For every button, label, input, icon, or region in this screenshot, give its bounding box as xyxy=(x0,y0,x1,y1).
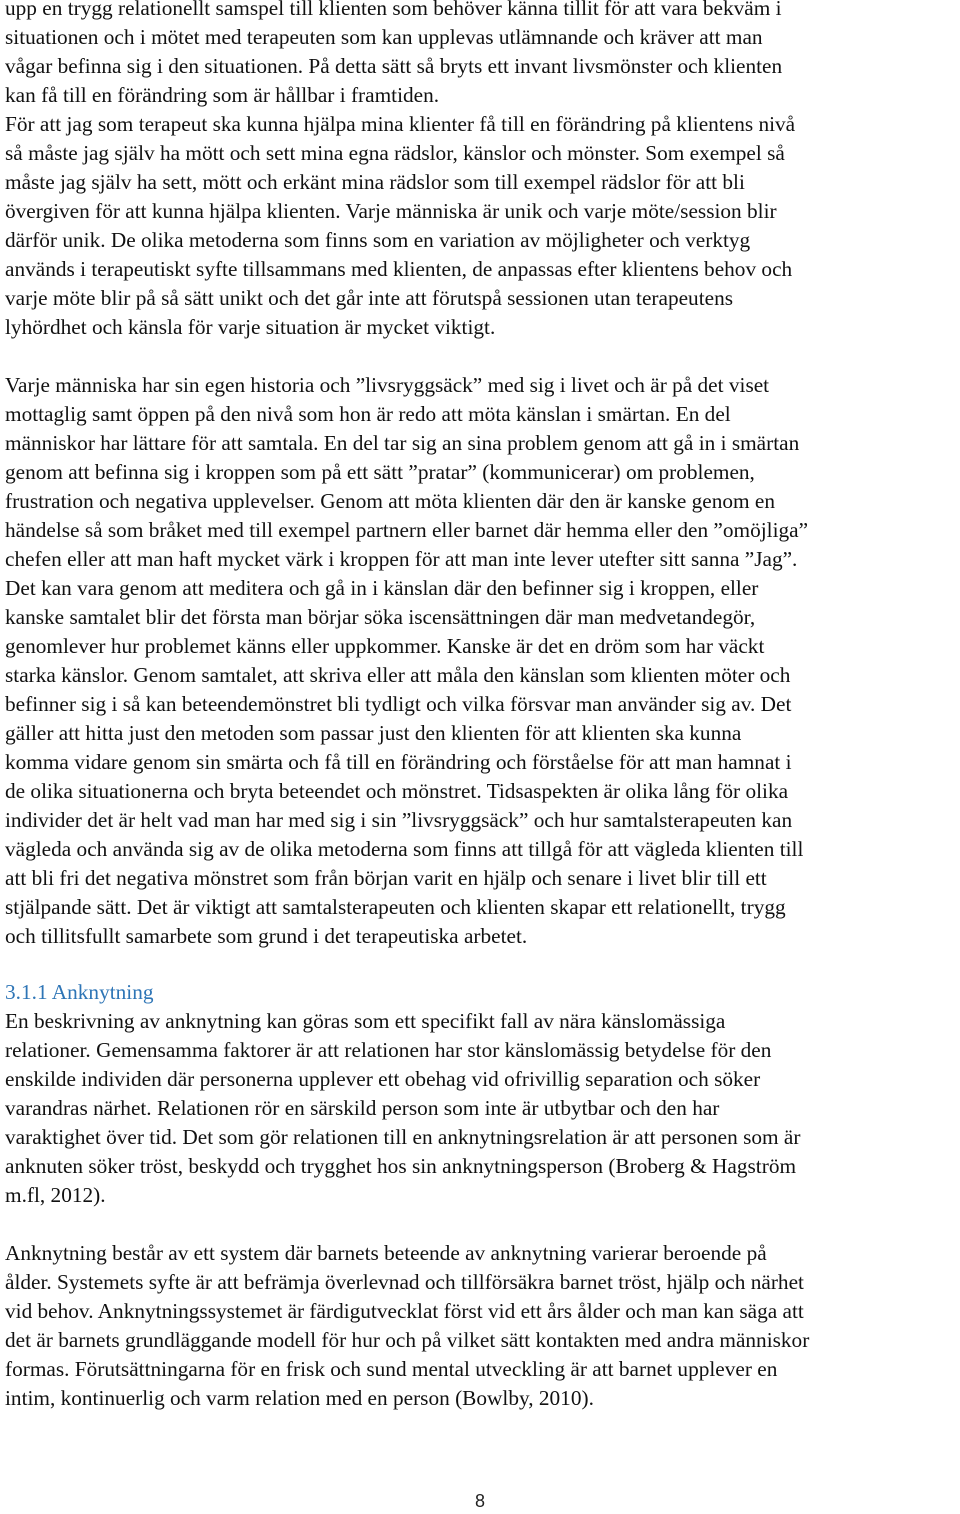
text-line: de olika situationerna och bryta beteendet och mönstret. Tidsaspekten är olika lång för olika xyxy=(5,779,789,803)
document-page xyxy=(5,0,955,1413)
text-line: gäller att hitta just den metoden som passar just den klienten för att klienten ska kunna xyxy=(5,721,742,745)
text-line: stjälpande sätt. Det är viktigt att samtalsterapeuten och klienten skapar ett relationellt, trygg xyxy=(5,895,786,919)
text-line: Det kan vara genom att meditera och gå in i känslan där den befinner sig i kroppen, eller xyxy=(5,576,759,600)
text-line: så måste jag själv ha mött och sett mina egna rädslor, känslor och mönster. Som exempel så xyxy=(5,141,785,165)
text-line: det är barnets grundläggande modell för hur och på vilket sätt kontakten med andra människor xyxy=(5,1328,810,1352)
paragraph-attachment-system xyxy=(5,1239,955,1413)
text-line: varje möte blir på så sätt unikt och det går inte att förutspå sessionen utan terapeutens xyxy=(5,286,734,310)
text-line: Anknytning består av ett system där barnets beteende av anknytning varierar beroende på xyxy=(5,1241,767,1265)
paragraph-life-history xyxy=(5,371,955,951)
text-line: genom att befinna sig i kroppen som på ett sätt ”pratar” (kommunicerar) om problemen, xyxy=(5,460,755,484)
text-line: att bli fri det negativa mönstret som från början varit en hjälp och senare i livet blir till ett xyxy=(5,866,767,890)
text-line: ålder. Systemets syfte är att befrämja överlevnad och tillförsäkra barnet tröst, hjälp och närhet xyxy=(5,1270,804,1294)
page-number: 8 xyxy=(474,1491,485,1511)
text-line: varandras närhet. Relationen rör en särskild person som inte är utbytbar och den har xyxy=(5,1096,720,1120)
text-line: situationen och i mötet med terapeuten som kan upplevas utlämnande och kräver att man xyxy=(5,25,763,49)
text-line: används i terapeutiskt syfte tillsammans med klienten, de anpassas efter klientens behov och xyxy=(5,257,793,281)
text-line: övergiven för att kunna hjälpa klienten. Varje människa är unik och varje möte/session blir xyxy=(5,199,777,223)
text-line: För att jag som terapeut ska kunna hjälpa mina klienter få till en förändring på klientens nivå xyxy=(5,112,796,136)
text-line: m.fl, 2012). xyxy=(5,1183,106,1207)
text-line: intim, kontinuerlig och varm relation med en person (Bowlby, 2010). xyxy=(5,1386,594,1410)
text-line: individer det är helt vad man har med sig i sin ”livsryggsäck” och hur samtalsterapeuten kan xyxy=(5,808,793,832)
text-line: komma vidare genom sin smärta och få till en förändring och förståelse för att man hamnat i xyxy=(5,750,792,774)
text-line: starka känslor. Genom samtalet, att skriva eller att måla den känslan som klienten möter och xyxy=(5,663,791,687)
text-line: kan få till en förändring som är hållbar i framtiden. xyxy=(5,83,440,107)
text-line: befinner sig i så kan beteendemönstret bli tydligt och vilka försvar man använder sig av. Det xyxy=(5,692,792,716)
section-heading-anknytning: 3.1.1 Anknytning xyxy=(5,980,154,1004)
paragraph-therapy-relationship xyxy=(5,0,955,342)
text-line: och tillitsfullt samarbete som grund i det terapeutiska arbetet. xyxy=(5,924,528,948)
text-line: människor har lättare för att samtala. En del tar sig an sina problem genom att gå in i smärtan xyxy=(5,431,800,455)
text-line: mottaglig samt öppen på den nivå som hon är redo att möta känslan i smärtan. En del xyxy=(5,402,731,426)
text-line: upp en trygg relationellt samspel till klienten som behöver känna tillit för att vara bekväm i xyxy=(5,0,782,20)
text-line: vägleda och använda sig av de olika metoderna som finns att tillgå för att vägleda klienten till xyxy=(5,837,804,861)
text-line: formas. Förutsättningarna för en frisk och sund mental utveckling är att barnet upplever en xyxy=(5,1357,778,1381)
text-line: vid behov. Anknytningssystemet är färdigutvecklat först vid ett års ålder och man kan säga att xyxy=(5,1299,804,1323)
text-line: relationer. Gemensamma faktorer är att relationen har stor känslomässig betydelse för den xyxy=(5,1038,772,1062)
text-line: anknuten söker tröst, beskydd och trygghet hos sin anknytningsperson (Broberg & Hagström xyxy=(5,1154,797,1178)
text-line: kanske samtalet blir det första man börjar söka iscensättningen där man medvetandegör, xyxy=(5,605,756,629)
text-line: vågar befinna sig i den situationen. På detta sätt så bryts ett invant livsmönster och klienten xyxy=(5,54,783,78)
text-line: måste jag själv ha sett, mött och erkänt mina rädslor som till exempel rädslor för att bli xyxy=(5,170,745,194)
text-line: enskilde individen där personerna upplever ett obehag vid ofrivillig separation och söker xyxy=(5,1067,761,1091)
paragraph-attachment-definition xyxy=(5,1007,955,1210)
text-line: varaktighet över tid. Det som gör relationen till en anknytningsrelation är att personen som är xyxy=(5,1125,801,1149)
text-line: chefen eller att man haft mycket värk i kroppen för att man inte lever utefter sitt sanna ”Jag”. xyxy=(5,547,798,571)
text-line: genomlever hur problemet känns eller uppkommer. Kanske är det en dröm som har väckt xyxy=(5,634,765,658)
text-line: Varje människa har sin egen historia och ”livsryggsäck” med sig i livet och är på det viset xyxy=(5,373,770,397)
text-line: därför unik. De olika metoderna som finns som en variation av möjligheter och verktyg xyxy=(5,228,751,252)
text-line: En beskrivning av anknytning kan göras som ett specifikt fall av nära känslomässiga xyxy=(5,1009,726,1033)
text-line: lyhördhet och känsla för varje situation är mycket viktigt. xyxy=(5,315,496,339)
text-line: frustration och negativa upplevelser. Genom att möta klienten där den är kanske genom en xyxy=(5,489,775,513)
text-line: händelse så som bråket med till exempel partnern eller barnet där hemma eller den ”omöjliga” xyxy=(5,518,809,542)
